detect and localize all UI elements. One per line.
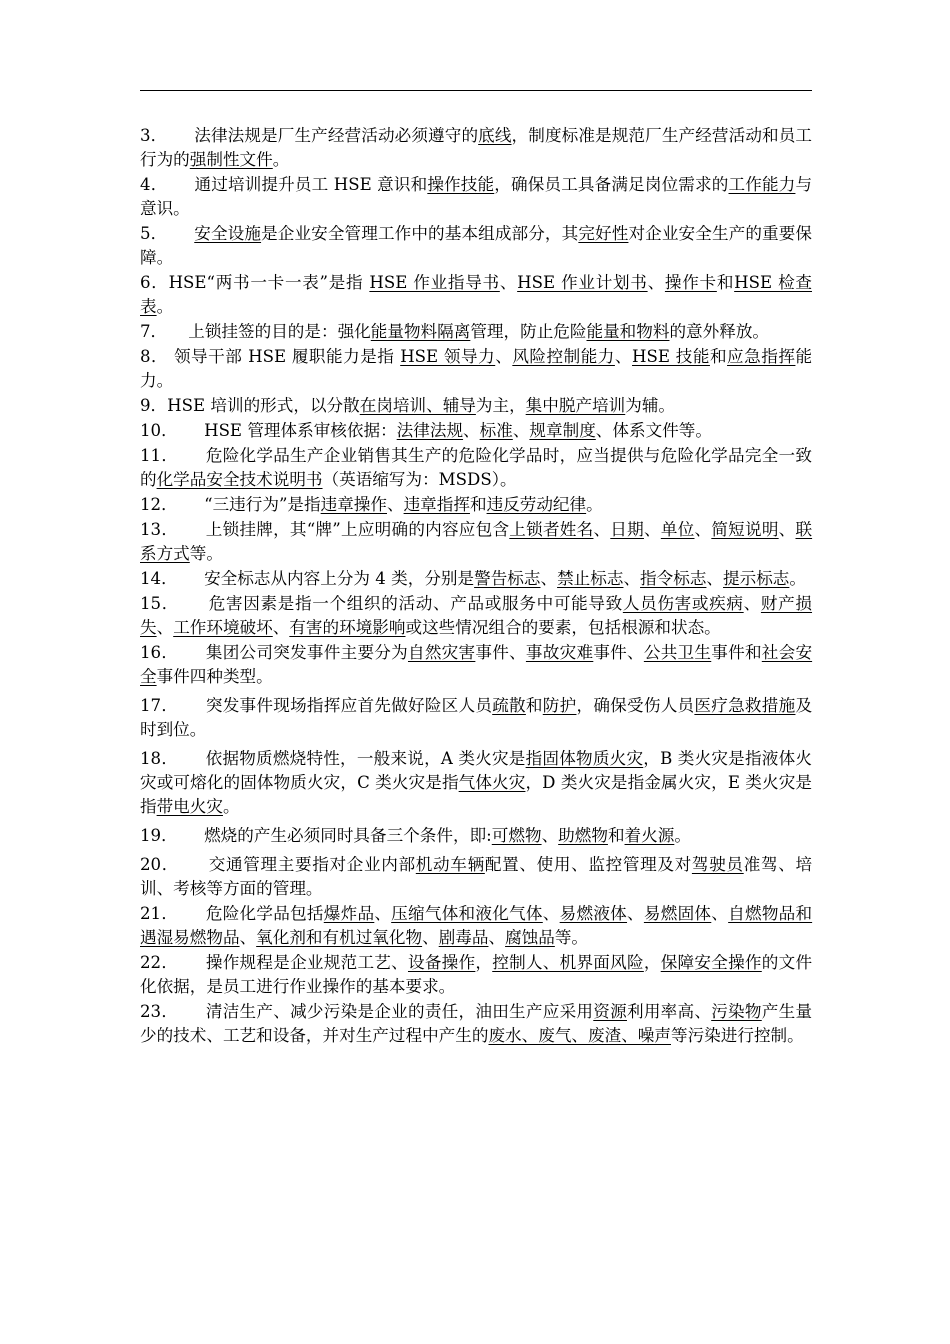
answer-blank: 社会安全	[140, 643, 813, 686]
question-item	[140, 271, 812, 319]
answer-blank: 简短说明	[711, 520, 779, 539]
question-item	[140, 694, 812, 742]
answer-blank: 底线	[478, 126, 512, 145]
question-item	[140, 518, 812, 566]
answer-blank: 违反劳动纪律	[486, 495, 587, 514]
answer-blank: 人员伤害或疾病	[622, 594, 744, 613]
item-text: ，确保受伤人员	[576, 696, 695, 715]
item-number: 23．	[140, 1002, 206, 1021]
item-text: 的文件化依据，是员工进行作业操作的基本要求。	[140, 953, 813, 996]
item-number: 7．	[140, 322, 189, 341]
item-number: 11．	[140, 446, 206, 465]
answer-blank: 日期	[610, 520, 644, 539]
item-text: 事件、	[593, 643, 644, 662]
question-item	[140, 124, 812, 172]
item-number: 17．	[140, 696, 206, 715]
answer-blank: 医疗急救措施	[694, 696, 796, 715]
answer-blank: 疏散	[492, 696, 526, 715]
item-text: 和	[469, 495, 487, 514]
answer-blank: HSE 作业计划书	[517, 273, 648, 292]
item-number: 6．	[140, 273, 169, 292]
item-text: 、	[542, 904, 560, 923]
item-text: 及时到位。	[140, 696, 813, 739]
answer-blank: 着火源	[624, 826, 675, 845]
answer-blank: 风险控制能力	[512, 347, 615, 366]
item-text: 、	[623, 569, 641, 588]
answer-blank: 财产损失	[140, 594, 813, 637]
item-text: 危险化学品生产企业销售其生产的危险化学品时，应当提供与危险化学品完全一致的	[140, 446, 812, 489]
item-text: 突发事件现场指挥应首先做好险区人员	[205, 696, 493, 715]
question-item	[140, 902, 812, 950]
answer-blank: 保障安全操作	[660, 953, 762, 972]
answer-blank: HSE 检查表	[140, 273, 812, 316]
answer-blank: 易燃液体	[559, 904, 628, 923]
answer-blank: 可燃物	[491, 826, 542, 845]
item-text: 、	[706, 569, 724, 588]
answer-blank: 控制人、机界面风险	[492, 953, 644, 972]
question-item	[140, 493, 812, 517]
header-rule	[140, 90, 812, 91]
item-text: 燃烧的产生必须同时具备三个条件，即:	[204, 826, 492, 845]
answer-blank: 法律法规	[396, 421, 464, 440]
item-text: 、	[627, 904, 644, 923]
item-text: 产生量少的技术、工艺和设备，并对生产过程中产生的	[140, 1002, 813, 1045]
answer-blank: 安全设施	[194, 224, 262, 243]
item-text: 、	[694, 520, 712, 539]
item-text: 、	[272, 618, 290, 637]
item-text: 、	[387, 495, 404, 514]
item-text: 。	[789, 569, 806, 588]
answer-blank: 联系方式	[140, 520, 813, 563]
item-text: ，B 类火灾是指液体火灾或可熔化的固体物质火灾，C 类火灾是指	[140, 749, 813, 792]
item-number: 18．	[140, 749, 206, 768]
answer-blank: 带电火灾	[156, 797, 223, 816]
item-text: 、	[743, 594, 761, 613]
item-number: 12．	[140, 495, 205, 514]
item-text: 、	[488, 928, 506, 947]
question-item	[140, 853, 812, 901]
answer-blank: 操作技能	[427, 175, 495, 194]
answer-blank: 单位	[660, 520, 695, 539]
question-item	[140, 320, 812, 344]
answer-blank: 氧化剂和有机过氧化物	[256, 928, 423, 947]
answer-blank: 有害的环境影响	[289, 618, 406, 637]
question-item	[140, 345, 812, 393]
item-text: 、	[422, 928, 439, 947]
item-text: 对企业安全生产的重要保障。	[140, 224, 813, 267]
item-text: 、	[495, 347, 513, 366]
item-text: 、	[499, 273, 518, 292]
item-text: 、	[239, 928, 257, 947]
item-text: 事件四种类型。	[156, 667, 273, 686]
item-text: 、	[778, 520, 796, 539]
question-item	[140, 641, 812, 689]
answer-blank: 自燃物品和遇湿易燃物品	[140, 904, 813, 947]
item-text: 、	[711, 904, 729, 923]
question-item	[140, 173, 812, 221]
item-text: 配置、使用、监控管理及对	[484, 855, 692, 874]
item-text: 的意外释放。	[669, 322, 770, 341]
answer-blank: 违章操作	[320, 495, 387, 514]
item-number: 3．	[140, 126, 195, 145]
item-text: （英语缩写为：MSDS）。	[322, 470, 517, 489]
item-number: 22．	[140, 953, 206, 972]
item-text: 法律法规是厂生产经营活动必须遵守的	[194, 126, 479, 145]
item-text: 清洁生产、减少污染是企业的责任，油田生产应采用	[205, 1002, 594, 1021]
item-text: 领导干部 HSE 履职能力是指	[173, 347, 401, 366]
item-text: 和	[709, 347, 728, 366]
item-text: 操作规程是企业规范工艺、	[205, 953, 408, 972]
answer-blank: 指固体物质火灾	[525, 749, 644, 768]
question-item	[140, 1000, 812, 1048]
item-text: 集团公司突发事件主要分为	[205, 643, 408, 662]
answer-blank: 集中脱产培训	[525, 396, 626, 415]
item-text: 。	[156, 297, 174, 316]
item-text: 、	[374, 904, 392, 923]
answer-blank: 工作能力	[728, 175, 796, 194]
item-text: 上锁挂牌，其“牌”上应明确的内容应包含	[205, 520, 510, 539]
item-text: 、	[512, 421, 530, 440]
answer-blank: 腐蚀品	[505, 928, 555, 947]
item-number: 8．	[140, 347, 174, 366]
answer-blank: 事故灾难	[525, 643, 594, 662]
item-text: 、	[540, 569, 558, 588]
question-item	[140, 444, 812, 492]
item-text: 。	[586, 495, 603, 514]
answer-blank: 指令标志	[640, 569, 707, 588]
item-text: ，	[643, 953, 661, 972]
answer-blank: 能量和物料	[586, 322, 670, 341]
answer-blank: HSE 技能	[632, 347, 710, 366]
item-text: 、体系文件等。	[595, 421, 712, 440]
item-number: 9．	[140, 396, 168, 415]
item-number: 15．	[140, 594, 209, 613]
item-text: 。	[222, 797, 240, 816]
item-text: 、	[614, 347, 633, 366]
answer-blank: 能量物料隔离	[370, 322, 471, 341]
question-item	[140, 567, 812, 591]
answer-blank: 设备操作	[407, 953, 476, 972]
item-number: 21．	[140, 904, 206, 923]
item-text: 是企业安全管理工作中的基本组成部分，其	[261, 224, 579, 243]
answer-blank: 易燃固体	[643, 904, 712, 923]
item-text: 等。	[189, 544, 223, 563]
question-item	[140, 824, 812, 848]
answer-blank: 工作环境破坏	[173, 618, 273, 637]
answer-blank: 机动车辆	[415, 855, 485, 874]
item-number: 19．	[140, 826, 205, 845]
item-text: HSE“两书一卡一表”是指	[168, 273, 370, 292]
answer-blank: 上锁者姓名	[509, 520, 594, 539]
answer-blank: 废水、废气、废渣、噪声	[488, 1026, 671, 1045]
item-text: 。	[272, 150, 290, 169]
answer-blank: HSE 领导力	[400, 347, 496, 366]
answer-blank: 规章制度	[529, 421, 596, 440]
item-text: ，	[475, 953, 493, 972]
answer-blank: 爆炸品	[323, 904, 375, 923]
item-text: ，D 类火灾是指金属火灾，E 类火灾是指	[140, 773, 812, 816]
item-text: 为主，	[475, 396, 526, 415]
item-text: 、	[593, 520, 611, 539]
answer-blank: HSE 作业指导书	[369, 273, 500, 292]
item-text: 安全标志从内容上分为 4 类，分别是	[204, 569, 475, 588]
item-text: 依据物质燃烧特性，一般来说，A 类火灾是	[205, 749, 526, 768]
item-text: 等污染进行控制。	[671, 1026, 804, 1045]
answer-blank: 违章指挥	[403, 495, 470, 514]
item-text: 、	[156, 618, 174, 637]
item-text: 、	[541, 826, 559, 845]
question-item	[140, 222, 812, 270]
answer-blank: 应急指挥	[727, 347, 796, 366]
answer-blank: 标准	[479, 421, 513, 440]
question-item	[140, 747, 812, 819]
item-text: 与意识。	[140, 175, 813, 218]
answer-blank: 污染物	[711, 1002, 762, 1021]
item-number: 5．	[140, 224, 195, 243]
item-text: 、	[647, 273, 665, 292]
item-text: HSE 管理体系审核依据：	[204, 421, 397, 440]
item-text: 和	[716, 273, 735, 292]
item-text: 危害因素是指一个组织的活动、产品或服务中可能导致	[208, 594, 623, 613]
item-text: 为辅。	[625, 396, 676, 415]
item-number: 14．	[140, 569, 205, 588]
answer-blank: 资源	[593, 1002, 627, 1021]
item-text: 和	[607, 826, 625, 845]
question-item	[140, 592, 812, 640]
item-text: 管理，防止危险	[470, 322, 587, 341]
answer-blank: 禁止标志	[557, 569, 624, 588]
item-text: 准驾、培训、考核等方面的管理。	[140, 855, 813, 898]
item-text: 等。	[554, 928, 589, 947]
answer-blank: 压缩气体和液化气体	[391, 904, 543, 923]
answer-blank: 防护	[542, 696, 577, 715]
answer-blank: 操作卡	[664, 273, 717, 292]
item-number: 20．	[140, 855, 209, 874]
item-text: ，制度标准是规范厂生产经营活动和员工行为的	[140, 126, 813, 169]
answer-blank: 提示标志	[723, 569, 790, 588]
item-text: 能力。	[140, 347, 813, 390]
answer-blank: 完好性	[578, 224, 629, 243]
item-text: HSE 培训的形式，以分散	[167, 396, 360, 415]
answer-blank: 强制性文件	[189, 150, 273, 169]
item-text: ，确保员工具备满足岗位需求的	[494, 175, 729, 194]
answer-blank: 警告标志	[474, 569, 541, 588]
item-number: 13．	[140, 520, 206, 539]
item-text: 、	[463, 421, 480, 440]
item-text: “三违行为”是指	[204, 495, 321, 514]
answer-blank: 在岗培训、辅导	[359, 396, 476, 415]
item-text: 或这些情况组合的要素，包括根源和状态。	[405, 618, 721, 637]
item-text: 危险化学品包括	[205, 904, 324, 923]
item-text: 和	[525, 696, 543, 715]
item-text: 、	[643, 520, 661, 539]
question-item	[140, 394, 812, 418]
question-item	[140, 419, 812, 443]
answer-blank: 自然灾害	[407, 643, 476, 662]
answer-blank: 气体火灾	[458, 773, 526, 792]
item-text: 利用率高、	[626, 1002, 712, 1021]
answer-blank: 化学品安全技术说明书	[156, 470, 323, 489]
question-item	[140, 951, 812, 999]
item-number: 4．	[140, 175, 195, 194]
item-text: 。	[674, 826, 691, 845]
answer-blank: 剧毒品	[438, 928, 489, 947]
item-text: 上锁挂签的目的是：强化	[188, 322, 371, 341]
answer-blank: 驾驶员	[691, 855, 744, 874]
answer-blank: 公共卫生	[643, 643, 712, 662]
question-list	[140, 124, 812, 1049]
item-text: 交通管理主要指对企业内部	[208, 855, 416, 874]
item-text: 事件和	[711, 643, 762, 662]
answer-blank: 助燃物	[558, 826, 608, 845]
item-text: 通过培训提升员工 HSE 意识和	[194, 175, 428, 194]
item-text: 事件、	[475, 643, 526, 662]
item-number: 10．	[140, 421, 205, 440]
item-number: 16．	[140, 643, 206, 662]
